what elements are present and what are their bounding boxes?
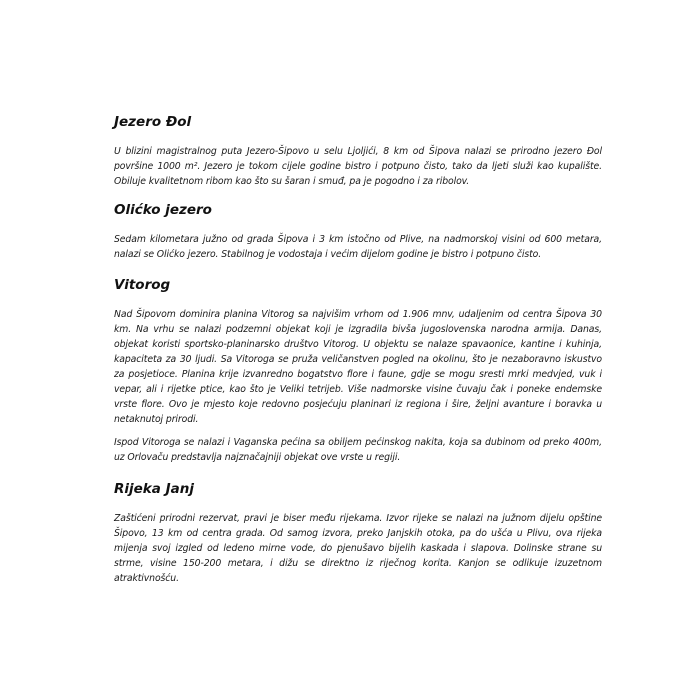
section-paragraph: U blizini magistralnog puta Jezero-Šipovo u selu Ljoljići, 8 km od Šipova nalazi se prirodno jezero Đol površine 1000 m². Jezero je tokom cijele godine bistro i potpuno čisto, tako da ljeti služi kao kupalište. Obiluje kvalitetnom ribom kao što su šaran i smuđ, pa je pogodno i za ribolov. [114,146,602,187]
section-title: Jezero Đol [114,114,192,130]
section-title: Rijeka Janj [114,481,194,497]
section-paragraph: Nad Šipovom dominira planina Vitorog sa najvišim vrhom od 1.906 mnv, udaljenim od centra Šipova 30 km. Na vrhu se nalazi podzemni objekat koji je izgradila bivša jugoslovenska narodna armija. Danas, objekat koristi sportsko-planinarsko društvo Vitorog. U objektu se nalaze spavaonice, kantine i kuhinja, kapaciteta za 30 ljudi. Sa Vitoroga se pruža veličanstven pogled na okolinu, što je nezaboravno iskustvo za posjetioce. Planina krije izvanredno bogatstvo flore i faune, gdje se mogu sresti mrki medvjed, vuk i vepar, ali i rijetke ptice, kao što je Veliki tetrijeb. Više nadmorske visine čuvaju čak i poneke endemske vrste flore. Ovo je mjesto koje redovno posjećuju planinari iz regiona i šire, željni avanture i boravka u netaknutoj prirodi. [114,309,602,425]
section-rijeka-janj [114,480,602,586]
document-page [114,113,602,593]
section-title: Olićko jezero [114,202,212,218]
section-vitorog [114,276,602,465]
section-paragraph: Zaštićeni prirodni rezervat, pravi je biser među rijekama. Izvor rijeke se nalazi na južnom dijelu opštine Šipovo, 13 km od centra grada. Od samog izvora, preko Janjskih otoka, pa do ušća u Plivu, ova rijeka mijenja svoj izgled od ledeno mirne vode, do pjenušavo bijelih kaskada i slapova. Dolinske strane su strme, visine 150-200 metara, i dižu se direktno iz riječnog korita. Kanjon se odlikuje izuzetnom atraktivnošću. [114,513,602,584]
section-olicko-jezero [114,201,602,262]
section-paragraph: Ispod Vitoroga se nalazi i Vaganska pećina sa obiljem pećinskog nakita, koja sa dubinom od preko 400m, uz Orlovaču predstavlja najznačajniji objekat ove vrste u regiji. [114,437,602,463]
section-title: Vitorog [114,277,171,293]
section-paragraph: Sedam kilometara južno od grada Šipova i 3 km istočno od Plive, na nadmorskoj visini od 600 metara, nalazi se Olićko jezero. Stabilnog je vodostaja i većim dijelom godine je bistro i potpuno čisto. [114,234,602,260]
section-jezero-dol [114,113,602,189]
